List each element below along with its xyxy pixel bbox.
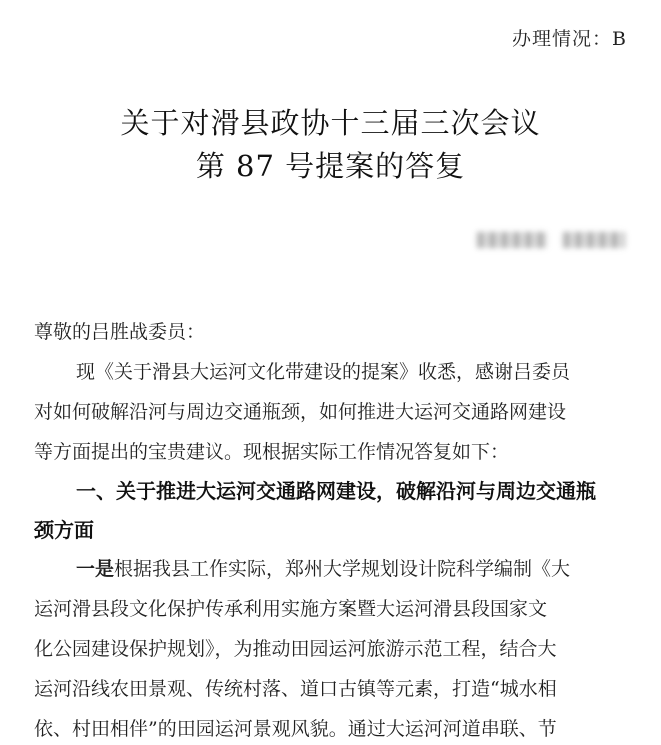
redacted-document-number <box>477 230 625 250</box>
handling-status: 办理情况：B <box>512 28 627 50</box>
intro-line-2: 对如何破解沿河与周边交通瓶颈，如何推进大运河交通路网建设 <box>34 401 567 423</box>
document-title-line-2: 第 87 号提案的答复 <box>195 149 466 183</box>
point1-line-5: 依、村田相伴”的田园运河景观风貌。通过大运河河道串联、节 <box>34 718 557 740</box>
point1-line-1 <box>76 554 630 581</box>
point1-line-4: 运河沿线农田景观、传统村落、道口古镇等元素，打造“城水相 <box>34 678 557 700</box>
section-heading-line-2: 颈方面 <box>34 518 94 542</box>
salutation: 尊敬的吕胜战委员： <box>34 321 206 343</box>
point1-lead: 一是 <box>76 558 115 580</box>
document-title-line-1: 关于对滑县政协十三届三次会议 <box>120 106 541 140</box>
point1-line-3: 化公园建设保护规划》，为推动田园运河旅游示范工程，结合大 <box>34 638 557 660</box>
section-heading-line-1: 一、关于推进大运河交通路网建设，破解沿河与周边交通瓶 <box>76 479 596 503</box>
intro-line-1: 现《关于滑县大运河文化带建设的提案》收悉，感谢吕委员 <box>76 361 571 383</box>
point1-line-2: 运河滑县段文化保护传承利用实施方案暨大运河滑县段国家文 <box>34 598 548 620</box>
redacted-block <box>477 232 547 248</box>
redacted-block <box>563 232 625 248</box>
intro-line-3: 等方面提出的宝贵建议。现根据实际工作情况答复如下： <box>34 441 510 463</box>
point1-first-rest: 根据我县工作实际，郑州大学规划设计院科学编制《大 <box>114 558 571 580</box>
